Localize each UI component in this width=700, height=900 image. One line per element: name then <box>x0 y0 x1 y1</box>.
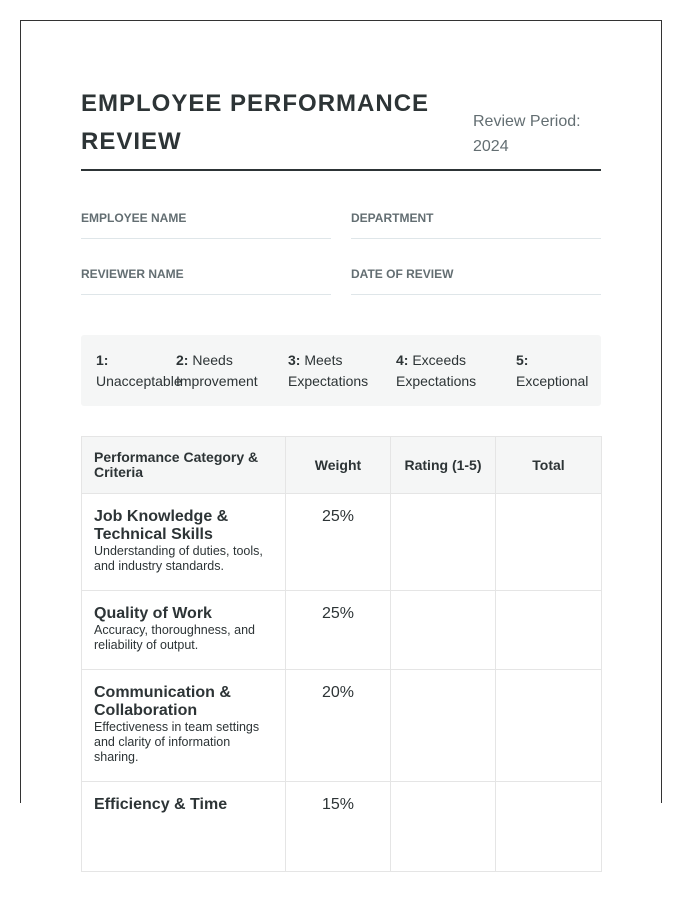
document-page <box>20 20 662 813</box>
scale-item-3 <box>288 350 396 406</box>
scale-item-4 <box>396 350 516 406</box>
employee-name-field[interactable] <box>81 211 331 239</box>
category-cell <box>82 591 286 670</box>
category-name: Communication & Collaboration <box>94 684 231 719</box>
scale-item-1 <box>96 350 182 406</box>
scale-number: 1: <box>96 352 109 368</box>
table-row <box>82 782 602 872</box>
table-row <box>82 494 602 591</box>
scale-number: 5: <box>516 352 529 368</box>
scale-item-5 <box>516 350 596 406</box>
form-header <box>81 85 601 171</box>
rating-scale <box>81 335 601 406</box>
review-form <box>81 85 601 872</box>
scale-text: Exceeds Expectations <box>396 352 477 389</box>
scale-number: 3: <box>288 352 301 368</box>
review-period: Review Period: 2024 <box>473 113 581 155</box>
category-name: Job Knowledge & Technical Skills <box>94 508 229 543</box>
department-field[interactable] <box>351 211 601 239</box>
weight-cell: 20% <box>286 670 391 782</box>
info-fields <box>81 211 601 323</box>
department-label: DEPARTMENT <box>351 211 434 225</box>
rating-cell[interactable] <box>391 670 496 782</box>
page-title: EMPLOYEE PERFORMANCE REVIEW <box>81 90 430 155</box>
weight-cell: 25% <box>286 591 391 670</box>
category-name: Quality of Work <box>94 605 212 622</box>
category-description: Effectiveness in team settings and clarity of information sharing. <box>94 720 260 764</box>
reviewer-name-label: REVIEWER NAME <box>81 267 184 281</box>
category-description: Understanding of duties, tools, and industry standards. <box>94 544 263 573</box>
scale-text: Exceptional <box>516 373 589 389</box>
date-of-review-label: DATE OF REVIEW <box>351 267 454 281</box>
category-cell <box>82 494 286 591</box>
weight-cell: 15% <box>286 782 391 872</box>
rating-cell[interactable] <box>391 591 496 670</box>
table-row <box>82 591 602 670</box>
scale-number: 4: <box>396 352 409 368</box>
scale-item-2 <box>176 350 288 406</box>
category-name: Efficiency & Time <box>94 796 228 813</box>
scale-text: Needs Improvement <box>176 352 258 389</box>
date-of-review-field[interactable] <box>351 267 601 295</box>
category-cell <box>82 782 286 872</box>
table-row <box>82 670 602 782</box>
column-header-rating: Rating (1-5) <box>391 437 496 494</box>
rating-cell[interactable] <box>391 494 496 591</box>
reviewer-name-field[interactable] <box>81 267 331 295</box>
total-cell[interactable] <box>496 494 602 591</box>
column-header-total: Total <box>496 437 602 494</box>
column-header-weight: Weight <box>286 437 391 494</box>
total-cell[interactable] <box>496 670 602 782</box>
column-header-category: Performance Category & Criteria <box>82 437 286 494</box>
total-cell[interactable] <box>496 782 602 872</box>
scale-text: Unacceptable <box>96 373 182 389</box>
weight-cell: 25% <box>286 494 391 591</box>
total-cell[interactable] <box>496 591 602 670</box>
table-header-row <box>82 437 602 494</box>
scale-text: Meets Expectations <box>288 352 369 389</box>
category-description: Accuracy, thoroughness, and reliability of output. <box>94 623 255 652</box>
scale-number: 2: <box>176 352 189 368</box>
employee-name-label: EMPLOYEE NAME <box>81 211 187 225</box>
performance-table <box>81 436 602 872</box>
rating-cell[interactable] <box>391 782 496 872</box>
category-cell <box>82 670 286 782</box>
